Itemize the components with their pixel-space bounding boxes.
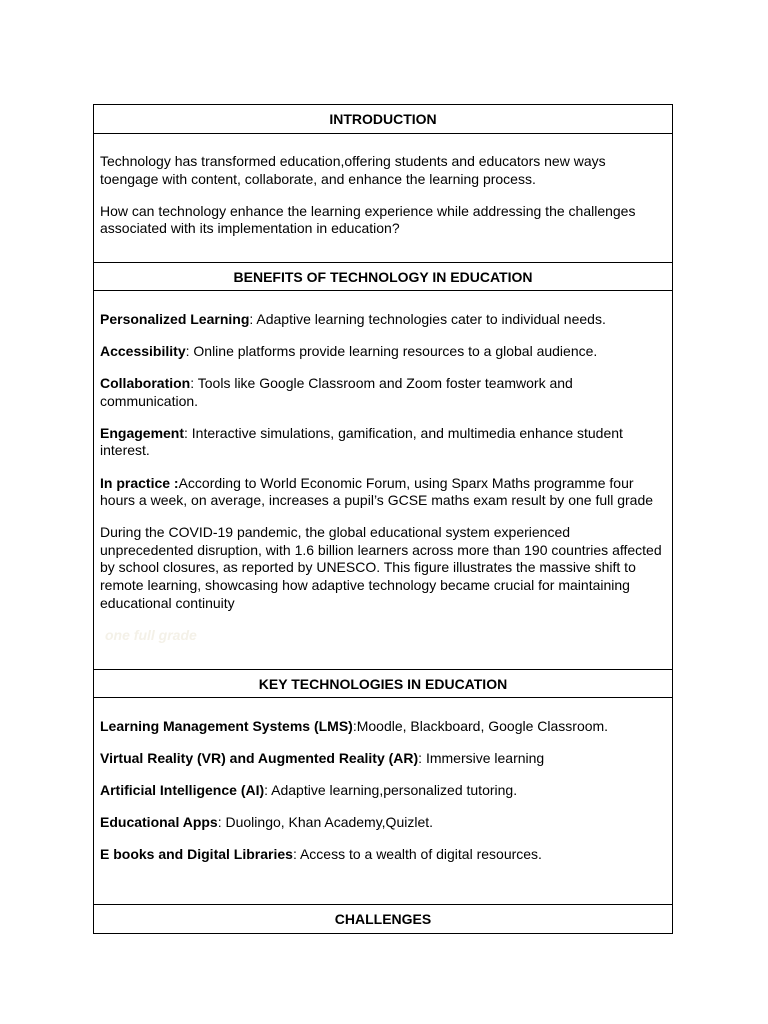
technology-item <box>100 782 666 800</box>
technology-text: : Adaptive learning,personalized tutoring. <box>264 781 518 798</box>
benefit-item <box>100 425 666 460</box>
section-body-introduction <box>94 134 672 262</box>
technology-item <box>100 846 666 864</box>
intro-paragraph: Technology has transformed education,offering students and educators new ways toengage with content, collaborate, and enhance the learning process. <box>100 153 606 187</box>
technology-label: E books and Digital Libraries <box>100 845 293 862</box>
technology-text: :Moodle, Blackboard, Google Classroom. <box>352 717 609 734</box>
benefit-item <box>100 375 666 410</box>
technology-item <box>100 750 666 768</box>
faint-watermark-text: one full grade <box>105 626 197 643</box>
document-table <box>93 104 673 934</box>
benefit-label: In practice : <box>100 474 179 491</box>
technology-item <box>100 718 666 736</box>
technology-item <box>100 814 666 832</box>
technology-text: : Immersive learning <box>418 749 545 766</box>
benefit-text: : Online platforms provide learning resources to a global audience. <box>185 343 598 360</box>
benefit-item <box>100 475 666 510</box>
benefit-text: : Interactive simulations, gamification, and multimedia enhance student interest. <box>100 424 623 459</box>
technology-label: Artificial Intelligence (AI) <box>100 781 265 798</box>
benefit-label: Collaboration <box>100 375 191 392</box>
section-header-introduction: INTRODUCTION <box>94 105 672 134</box>
technology-text: : Access to a wealth of digital resources. <box>292 845 542 862</box>
section-body-benefits <box>94 291 672 669</box>
covid-paragraph: During the COVID-19 pandemic, the global educational system experienced unprecedented disruption, with 1.6 billion learners across more than 190 countries affected by school closures, as reported by UNESCO. This figure illustrates the massive shift to remote learning, showcasing how adaptive technology became crucial for maintaining educational continuity <box>100 524 662 611</box>
benefit-label: Accessibility <box>100 343 186 360</box>
intro-question: How can technology enhance the learning experience while addressing the challenges associated with its implementation in education? <box>100 202 636 237</box>
technology-label: Educational Apps <box>100 813 218 830</box>
benefit-text: : Tools like Google Classroom and Zoom foster teamwork and communication. <box>100 375 573 409</box>
technology-label: Virtual Reality (VR) and Augmented Reality (AR) <box>100 749 419 766</box>
section-body-key-technologies <box>94 698 672 904</box>
section-header-benefits: BENEFITS OF TECHNOLOGY IN EDUCATION <box>94 262 672 291</box>
technology-label: Learning Management Systems (LMS) <box>100 717 353 734</box>
benefit-text: : Adaptive learning technologies cater to individual needs. <box>249 311 606 327</box>
section-header-key-technologies: KEY TECHNOLOGIES IN EDUCATION <box>94 669 672 698</box>
benefit-item <box>100 343 666 361</box>
technology-text: : Duolingo, Khan Academy,Quizlet. <box>217 813 434 830</box>
benefit-item <box>100 311 666 329</box>
section-header-challenges: CHALLENGES <box>94 904 672 933</box>
benefit-text: According to World Economic Forum, using Sparx Maths programme four hours a week, on average, increases a pupil’s GCSE maths exam result by one full grade <box>100 474 654 509</box>
benefit-label: Personalized Learning <box>100 311 250 327</box>
benefit-label: Engagement <box>100 424 185 441</box>
